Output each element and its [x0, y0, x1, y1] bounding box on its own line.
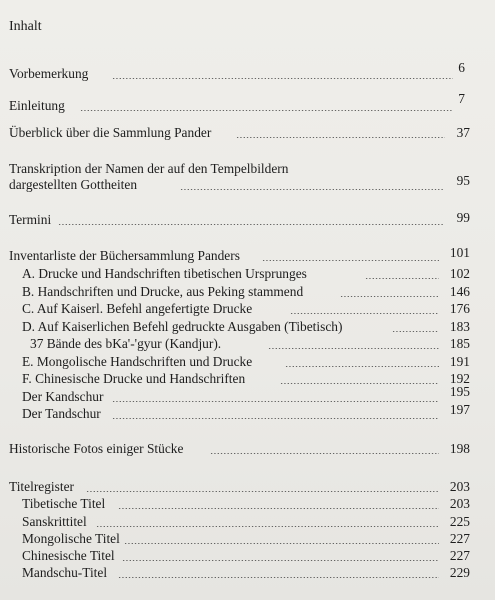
toc-entry-page: 198 [449, 441, 470, 456]
toc-entry-page: 203 [449, 479, 470, 494]
dot-leader [86, 491, 439, 492]
dot-leader [210, 453, 439, 454]
toc-entry-text-line1: Transkription der Namen der auf den Tempelbildern [9, 161, 289, 176]
toc-entry-text: Chinesische Titel [22, 548, 115, 563]
toc-entry [0, 514, 495, 530]
toc-entry-page: 183 [449, 319, 470, 334]
toc-entry [0, 125, 495, 141]
toc-entry [0, 301, 495, 317]
toc-entry-page: 146 [449, 284, 470, 299]
toc-entry-text: Termini [9, 212, 52, 227]
toc-entry [0, 402, 495, 422]
dot-leader [236, 137, 445, 138]
toc-entry [0, 479, 495, 495]
toc-entry [0, 354, 495, 370]
toc-entry-text: C. Auf Kaiserl. Befehl angefertigte Drucke [22, 301, 253, 316]
toc-entry-page: 203 [449, 496, 470, 511]
toc-entry-page: 99 [456, 210, 470, 225]
dot-leader [340, 296, 439, 297]
toc-entry [0, 371, 495, 387]
toc-entry-text: Einleitung [9, 98, 65, 113]
dot-leader [118, 577, 439, 578]
toc-entry-page: 229 [449, 565, 470, 580]
toc-entry-page: 101 [449, 245, 470, 260]
toc-entry-text: B. Handschriften und Drucke, aus Peking stammend [22, 284, 304, 299]
dot-leader [58, 224, 443, 225]
toc-entry [0, 565, 495, 581]
dot-leader [122, 560, 439, 561]
toc-entry-text: F. Chinesische Drucke und Handschriften [22, 371, 246, 386]
dot-leader [365, 278, 439, 279]
toc-entry [0, 266, 495, 282]
toc-entry-text: Titelregister [9, 479, 74, 494]
dot-leader [112, 78, 453, 79]
toc-entry-page: 191 [449, 354, 470, 369]
toc-entry-page: 176 [449, 301, 470, 316]
dot-leader [262, 260, 439, 261]
toc-entry [0, 284, 495, 300]
toc-entry-page: 6 [458, 60, 465, 75]
toc-entry-text: Der Kandschur [22, 389, 104, 404]
dot-leader [392, 331, 439, 332]
toc-entry-page: 195 [449, 384, 470, 399]
dot-leader [268, 348, 439, 349]
toc-entry-page: 102 [449, 266, 470, 281]
toc-entry-text: D. Auf Kaiserlichen Befehl gedruckte Ausgaben (Tibetisch) [22, 319, 343, 334]
toc-entry [0, 531, 495, 547]
dot-leader [80, 110, 453, 111]
toc-entry-page: 185 [449, 336, 470, 351]
dot-leader [112, 418, 439, 419]
toc-entry-page: 95 [456, 173, 470, 188]
toc-entry [0, 173, 495, 193]
toc-entry-text: E. Mongolische Handschriften und Drucke [22, 354, 253, 369]
toc-entry-text: Sanskrittitel [22, 514, 87, 529]
toc-entry [0, 245, 495, 264]
dot-leader [118, 508, 439, 509]
toc-entry-text: A. Drucke und Handschriften tibetischen Ursprunges [22, 266, 307, 281]
toc-entry [0, 496, 495, 512]
toc-entry-text: Mandschu-Titel [22, 565, 108, 580]
toc-entry-page: 37 [456, 125, 470, 140]
toc-entry-text: Inventarliste der Büchersammlung Panders [9, 248, 240, 263]
toc-entry-text: Historische Fotos einiger Stücke [9, 441, 184, 456]
toc-entry-page: 197 [449, 402, 470, 417]
toc-entry [0, 60, 495, 82]
toc-entry-text: dargestellten Gottheiten [9, 177, 138, 192]
toc-entry-page: 225 [449, 514, 470, 529]
toc-entry [0, 212, 495, 228]
toc-entry-text: Tibetische Titel [22, 496, 106, 511]
toc-entry-text: Vorbemerkung [9, 66, 89, 81]
toc-entry-text: Der Tandschur [22, 406, 101, 421]
toc-entry-text: 37 Bände des bKa'-'gyur (Kandjur). [30, 336, 222, 351]
toc-entry [0, 441, 495, 457]
toc-entry-text: Mongolische Titel [22, 531, 120, 546]
toc-entry [0, 91, 495, 114]
toc-entry-page: 192 [449, 371, 470, 386]
toc-entry [0, 319, 495, 335]
toc-entry [0, 384, 495, 405]
dot-leader [180, 189, 443, 190]
page-title: Inhalt [9, 19, 42, 34]
toc-entry-page: 227 [449, 548, 470, 563]
dot-leader [285, 366, 439, 367]
toc-entry [0, 548, 495, 564]
toc-entry-text: Überblick über die Sammlung Pander [9, 125, 212, 140]
dot-leader [290, 313, 439, 314]
toc-entry [0, 336, 495, 352]
dot-leader [96, 526, 439, 527]
toc-entry-page: 227 [449, 531, 470, 546]
dot-leader [112, 401, 439, 402]
dot-leader [280, 383, 439, 384]
toc-entry-page: 7 [458, 91, 465, 106]
dot-leader [124, 543, 439, 544]
